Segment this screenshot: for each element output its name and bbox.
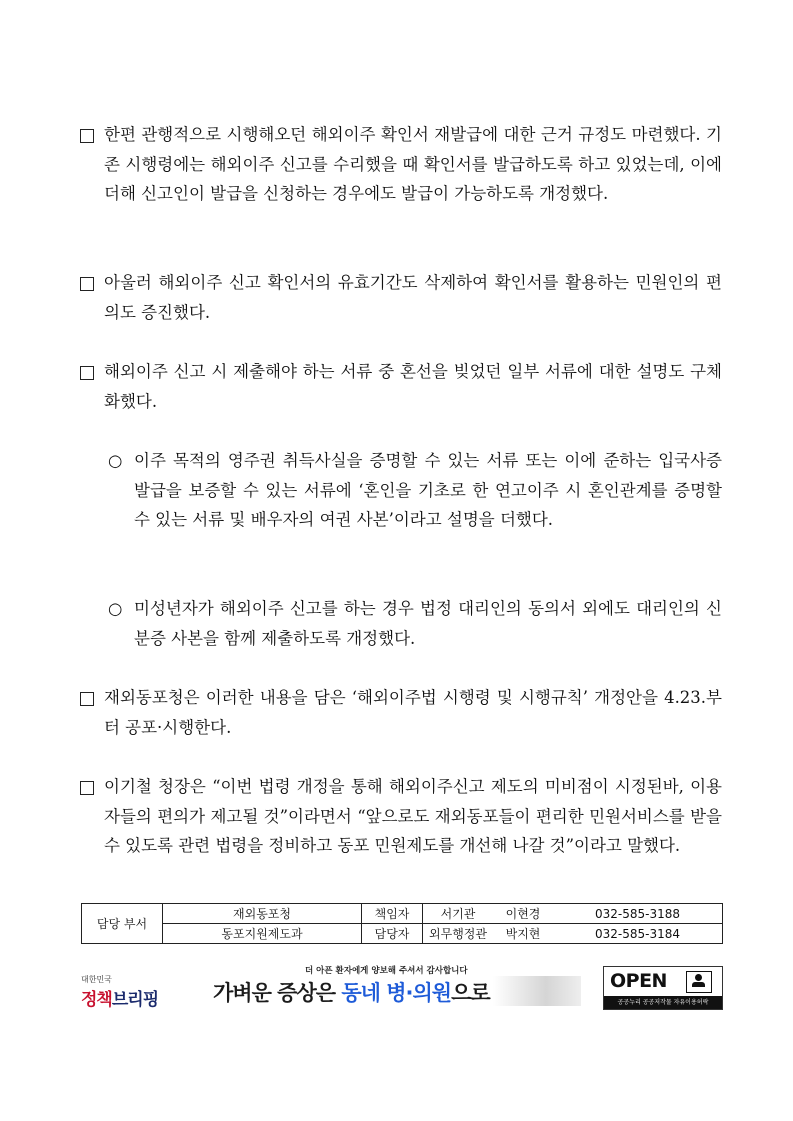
square-bullet-icon [80, 277, 94, 291]
role-cell: 책임자 [362, 904, 423, 924]
table-row [82, 904, 723, 924]
phone-cell: 032-585-3188 [553, 904, 723, 924]
paragraph [104, 772, 722, 861]
table-row [82, 924, 723, 944]
open-badge-caption: 공공누리 공공저작물 자유이용허락 [604, 996, 722, 1009]
dept-cell: 동포지원제도과 [163, 924, 362, 944]
person-icon [686, 971, 712, 993]
footer [81, 962, 723, 1012]
logo-big-text [81, 990, 158, 1010]
paragraph-text: 재외동포청은 이러한 내용을 담은 ‘해외이주법 시행령 및 시행규칙’ 개정안을 4.23.부터 공포·시행한다. [104, 688, 722, 737]
logo-small-text: 대한민국 [81, 975, 112, 984]
role-cell: 담당자 [362, 924, 423, 944]
paragraph [104, 120, 722, 209]
banner-main-a: 가벼운 증상은 [213, 981, 342, 1005]
banner-subtitle: 더 아픈 환자에게 양보해 주셔서 감사합니다 [305, 966, 468, 976]
banner-main [213, 977, 490, 1007]
square-bullet-icon [80, 129, 94, 143]
paragraph [104, 268, 722, 327]
paragraph [104, 683, 722, 742]
square-bullet-icon [80, 692, 94, 706]
name-cell: 박지현 [493, 924, 553, 944]
paragraph-text: 한편 관행적으로 시행해오던 해외이주 확인서 재발급에 대한 근거 규정도 마련했다. 기존 시행령에는 해외이주 신고를 수리했을 때 확인서를 발급하도록 하고 있었는데, 이에 더해 신고인이 발급을 신청하는 경우에도 발급이 가능하도록 개정했다. [104, 125, 722, 203]
sub-paragraph [108, 446, 722, 535]
sub-paragraph [108, 594, 722, 653]
policy-briefing-logo [81, 974, 171, 1010]
title-cell: 서기관 [423, 904, 494, 924]
banner-gradient [493, 976, 581, 1006]
name-cell: 이현경 [493, 904, 553, 924]
logo-big-b: 브리핑 [111, 990, 159, 1010]
banner-main-c: 으로 [451, 981, 490, 1005]
banner-main-b: 동네 병·의원 [341, 981, 452, 1005]
contact-table [81, 903, 723, 944]
open-text: OPEN [610, 970, 667, 992]
paragraph [104, 357, 722, 416]
dept-cell: 재외동포청 [163, 904, 362, 924]
phone-cell: 032-585-3184 [553, 924, 723, 944]
paragraph-text: 이기철 청장은 “이번 법령 개정을 통해 해외이주신고 제도의 미비점이 시정된바, 이용자들의 편의가 제고될 것”이라면서 “앞으로도 재외동포들이 편리한 민원서비스를 받을 수 있도록 관련 법령을 정비하고 동포 민원제도를 개선해 나갈 것”이라고 말했다. [104, 777, 722, 855]
circle-bullet-icon: ○ [108, 599, 123, 618]
paragraph-text: 해외이주 신고 시 제출해야 하는 서류 중 혼선을 빚었던 일부 서류에 대한 설명도 구체화했다. [104, 362, 722, 411]
contact-label: 담당 부서 [82, 904, 163, 944]
open-badge-top [608, 970, 716, 994]
paragraph-text: 아울러 해외이주 신고 확인서의 유효기간도 삭제하여 확인서를 활용하는 민원인의 편의도 증진했다. [104, 273, 722, 322]
title-cell: 외무행정관 [423, 924, 494, 944]
campaign-banner [213, 962, 581, 1012]
square-bullet-icon [80, 781, 94, 795]
paragraph-text: 이주 목적의 영주권 취득사실을 증명할 수 있는 서류 또는 이에 준하는 입국사증 발급을 보증할 수 있는 서류에 ‘혼인을 기초로 한 연고이주 시 혼인관계를 증명할 수 있는 서류 및 배우자의 여권 사본’이라고 설명을 더했다. [134, 451, 722, 529]
open-license-badge [603, 966, 723, 1010]
paragraph-text: 미성년자가 해외이주 신고를 하는 경우 법정 대리인의 동의서 외에도 대리인의 신분증 사본을 함께 제출하도록 개정했다. [134, 599, 722, 648]
logo-big-a: 정책 [81, 990, 112, 1010]
circle-bullet-icon: ○ [108, 451, 123, 470]
square-bullet-icon [80, 366, 94, 380]
